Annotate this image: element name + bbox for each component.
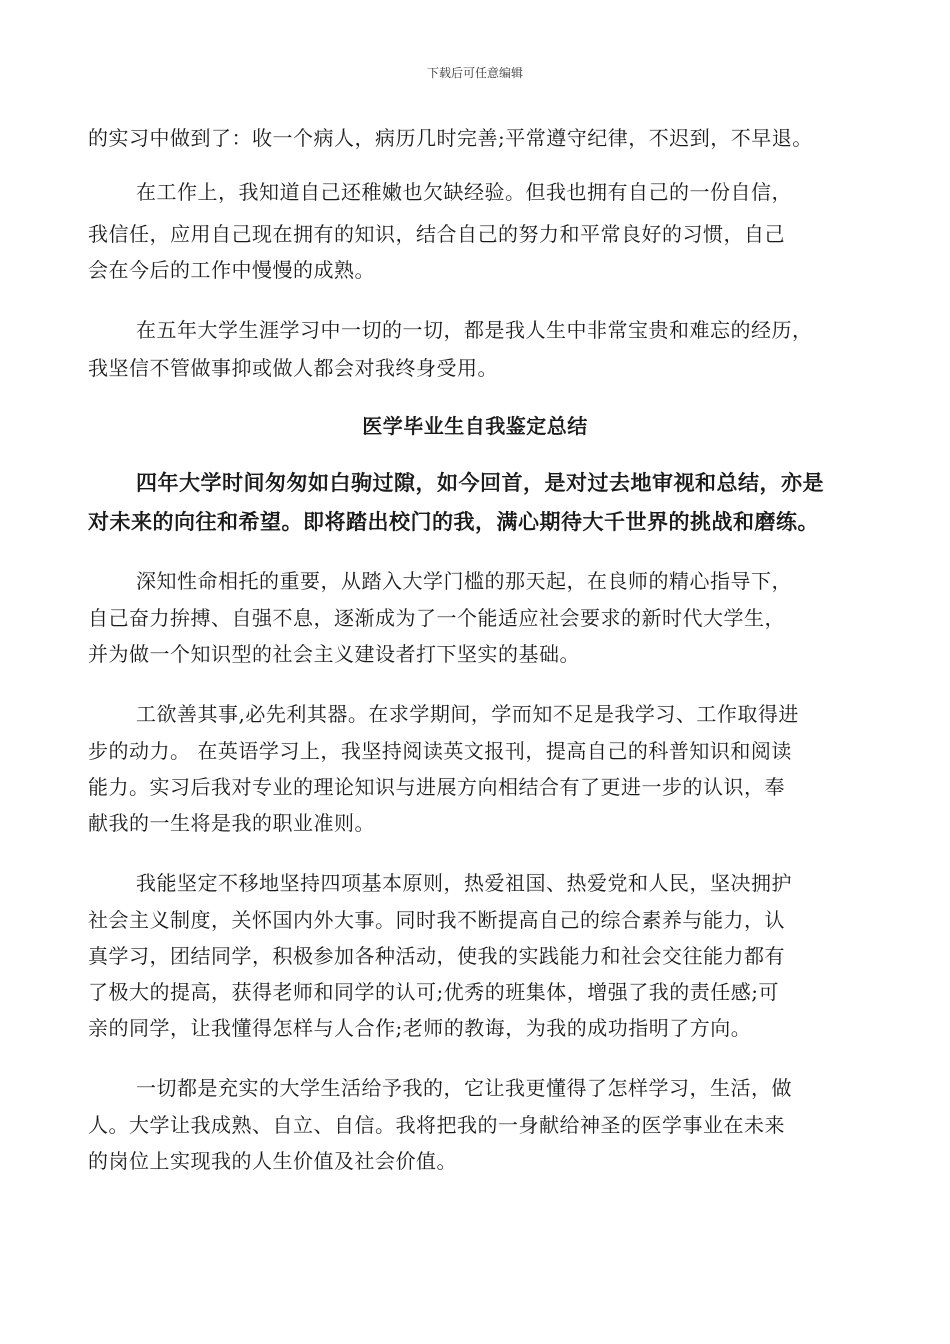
paragraph-line: 的岗位上实现我的人生价值及社会价值。 [88, 1149, 457, 1173]
paragraph-line: 我坚信不管做事抑或做人都会对我终身受用。 [88, 356, 498, 380]
paragraph-line: 亲的同学，让我懂得怎样与人合作;老师的教诲，为我的成功指明了方向。 [88, 1016, 752, 1040]
paragraph-line: 能力。实习后我对专业的理论知识与进展方向相结合有了更进一步的认识，奉 [88, 775, 785, 799]
paragraph-line: 社会主义制度，关怀国内外大事。同时我不断提高自己的综合素养与能力，认 [88, 908, 785, 932]
paragraph-line: 在工作上，我知道自己还稚嫩也欠缺经验。但我也拥有自己的一份自信， [136, 180, 792, 204]
paragraph-line: 会在今后的工作中慢慢的成熟。 [88, 258, 375, 282]
paragraph-line: 并为做一个知识型的社会主义建设者打下坚实的基础。 [88, 642, 580, 666]
page-header: 下载后可任意编辑 [426, 66, 523, 80]
paragraph-line: 献我的一生将是我的职业准则。 [88, 811, 375, 835]
paragraph-line: 人。大学让我成熟、自立、自信。我将把我的一身献给神圣的医学事业在未来 [88, 1113, 785, 1137]
paragraph-line: 步的动力。 在英语学习上，我坚持阅读英文报刊，提高自己的科普知识和阅读 [88, 739, 792, 763]
paragraph-line: 了极大的提高，获得老师和同学的认可;优秀的班集体，增强了我的责任感;可 [88, 980, 779, 1004]
paragraph-line: 真学习，团结同学，积极参加各种活动，使我的实践能力和社会交往能力都有 [88, 944, 785, 968]
paragraph-line: 的实习中做到了：收一个病人，病历几时完善;平常遵守纪律，不迟到，不早退。 [88, 126, 813, 150]
section-title: 医学毕业生自我鉴定总结 [362, 414, 588, 438]
paragraph-line: 工欲善其事,必先利其器。在求学期间，学而知不足是我学习、工作取得进 [136, 702, 799, 726]
intro-line: 四年大学时间匆匆如白驹过隙，如今回首，是对过去地审视和总结，亦是 [136, 471, 824, 495]
intro-line: 对未来的向往和希望。即将踏出校门的我，满心期待大千世界的挑战和磨练。 [88, 510, 819, 534]
paragraph-line: 我能坚定不移地坚持四项基本原则，热爱祖国、热爱党和人民，坚决拥护 [136, 871, 792, 895]
paragraph-line: 我信任，应用自己现在拥有的知识，结合自己的努力和平常良好的习惯，自己 [88, 222, 785, 246]
paragraph-line: 一切都是充实的大学生活给予我的，它让我更懂得了怎样学习，生活，做 [136, 1076, 792, 1100]
paragraph-line: 在五年大学生涯学习中一切的一切，都是我人生中非常宝贵和难忘的经历， [136, 318, 813, 342]
paragraph-line: 自己奋力拚搏、自强不息，逐渐成为了一个能适应社会要求的新时代大学生， [88, 606, 785, 630]
paragraph-line: 深知性命相托的重要，从踏入大学门槛的那天起，在良师的精心指导下， [136, 569, 792, 593]
